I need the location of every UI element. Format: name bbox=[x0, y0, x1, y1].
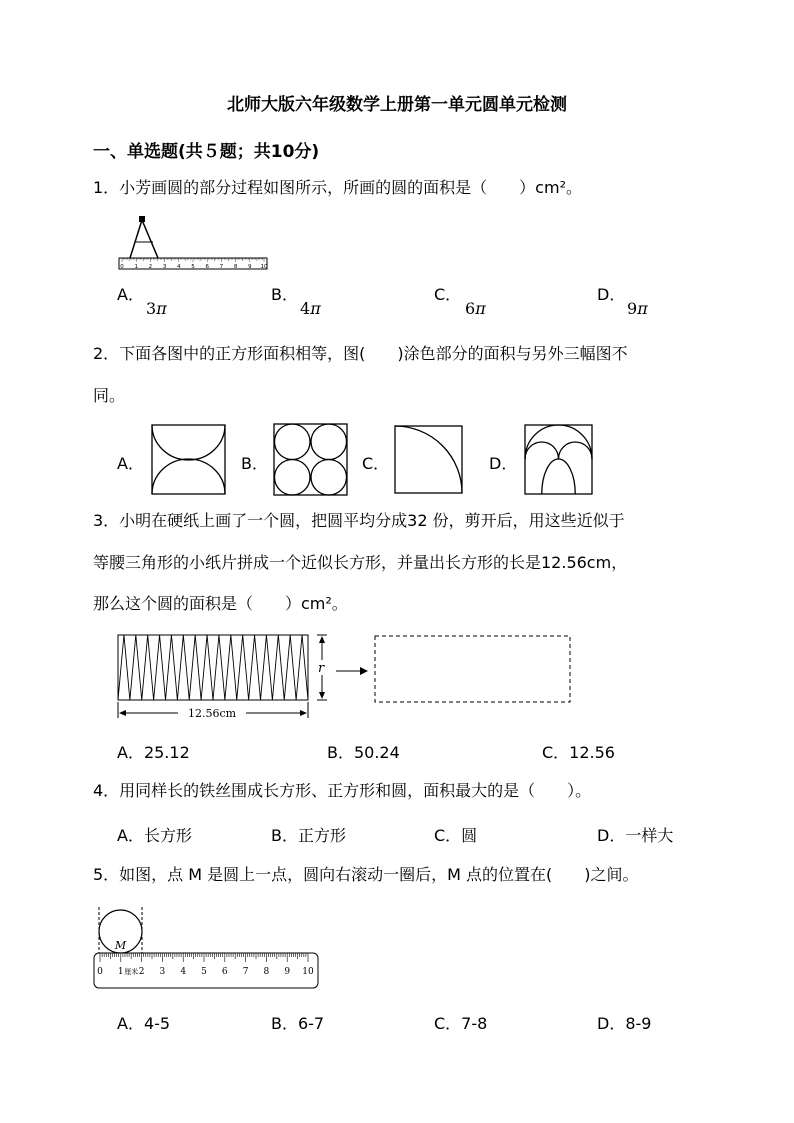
q2-option-c-label[interactable]: C． bbox=[362, 454, 390, 473]
q5-option-c[interactable]: C．7-8 bbox=[434, 1014, 488, 1033]
question-3-line-3: 那么这个圆的面积是（ ）cm²。 bbox=[93, 594, 348, 613]
ruler-tick-label: 1 bbox=[134, 264, 138, 270]
ruler-tick-label: 0 bbox=[97, 967, 103, 977]
ruler-tick-label: 0 bbox=[120, 264, 124, 270]
ruler-tick-label: 6 bbox=[221, 967, 228, 977]
q1-option-d-value: 9π bbox=[627, 299, 648, 318]
question-3-line-1: 3．小明在硬纸上画了一个圆，把圆平均分成32 份，剪开后，用这些近似于 bbox=[93, 511, 625, 530]
q1-option-c-label[interactable]: C． bbox=[434, 285, 462, 304]
question-2-line-2: 同。 bbox=[93, 386, 126, 405]
ruler-tick-label: 9 bbox=[248, 264, 252, 270]
q2-figure-c bbox=[394, 425, 464, 495]
r-label: r bbox=[318, 661, 325, 676]
ruler-tick-label: 2 bbox=[138, 967, 145, 977]
q1-option-a-value: 3π bbox=[146, 299, 167, 318]
ruler-tick-label: 2 bbox=[148, 264, 153, 270]
q4-option-d[interactable]: D．一样大 bbox=[597, 826, 674, 845]
q5-option-d[interactable]: D．8-9 bbox=[597, 1014, 652, 1033]
q2-figure-d bbox=[524, 424, 594, 496]
question-5-text: 5．如图，点 M 是圆上一点，圆向右滚动一圈后，M 点的位置在( )之间。 bbox=[93, 865, 639, 884]
q2-figure-a bbox=[151, 424, 227, 496]
q1-option-c-value: 6π bbox=[465, 299, 486, 318]
sector-triangles bbox=[118, 635, 308, 700]
question-2-line-1: 2．下面各图中的正方形面积相等，图( )涂色部分的面积与另外三幅图不 bbox=[93, 344, 628, 363]
q5-option-b[interactable]: B．6-7 bbox=[271, 1014, 325, 1033]
q4-option-c[interactable]: C．圆 bbox=[434, 826, 478, 845]
ruler-tick-label: 5 bbox=[191, 264, 195, 270]
section-heading: 一、单选题(共５题；共10分) bbox=[93, 142, 320, 162]
compass-ruler-figure bbox=[116, 214, 272, 272]
q2-option-a-label[interactable]: A． bbox=[117, 454, 144, 473]
rectangle-approximation-figure bbox=[112, 630, 574, 722]
compass-head bbox=[139, 216, 145, 222]
ruler-unit-label: 厘米 bbox=[124, 968, 139, 976]
compass-leg-left bbox=[130, 220, 142, 258]
question-4-text: 4．用同样长的铁丝围成长方形、正方形和圆，面积最大的是（ ）。 bbox=[93, 781, 592, 800]
ruler-tick-label: 4 bbox=[180, 967, 187, 977]
q2-option-b-label[interactable]: B． bbox=[241, 454, 268, 473]
dashed-rectangle bbox=[375, 636, 570, 702]
q1-option-d-label[interactable]: D． bbox=[597, 285, 626, 304]
rolling-circle-figure bbox=[92, 903, 324, 993]
ruler-tick-label: 3 bbox=[159, 967, 166, 977]
q3-option-c[interactable]: C．12.56 bbox=[542, 743, 615, 762]
ruler-tick-label: 10 bbox=[302, 967, 314, 977]
ruler-tick-label: 9 bbox=[284, 967, 291, 977]
ruler-tick-label: 1 bbox=[117, 967, 124, 977]
q4-option-b[interactable]: B．正方形 bbox=[271, 826, 346, 845]
question-3-line-2: 等腰三角形的小纸片拼成一个近似长方形，并量出长方形的长是12.56cm， bbox=[93, 553, 628, 572]
q1-option-b-value: 4π bbox=[300, 299, 321, 318]
q2-figure-b bbox=[273, 423, 349, 497]
length-label: 12.56cm bbox=[187, 707, 237, 720]
ruler-tick-label: 6 bbox=[205, 264, 209, 270]
q5-option-a[interactable]: A．4-5 bbox=[117, 1014, 171, 1033]
ruler-tick-label: 8 bbox=[233, 264, 238, 270]
compass-leg-right bbox=[142, 220, 158, 258]
ruler-tick-label: 10 bbox=[260, 264, 268, 270]
ruler-tick-label: 8 bbox=[263, 967, 270, 977]
q1-option-b-label[interactable]: B． bbox=[271, 285, 298, 304]
ruler-tick-label: 5 bbox=[201, 967, 207, 977]
ruler-tick-label: 3 bbox=[162, 264, 167, 270]
q1-option-a-label[interactable]: A． bbox=[117, 285, 144, 304]
ruler-tick-label: 7 bbox=[219, 264, 224, 270]
point-m-label: M bbox=[114, 939, 127, 952]
question-1-text: 1．小芳画圆的部分过程如图所示，所画的圆的面积是（ ）cm²。 bbox=[93, 178, 582, 197]
q3-option-a[interactable]: A．25.12 bbox=[117, 743, 190, 762]
q4-option-a[interactable]: A．长方形 bbox=[117, 826, 192, 845]
arrow-head bbox=[360, 667, 368, 675]
q2-option-d-label[interactable]: D． bbox=[489, 454, 518, 473]
ruler-tick-label: 7 bbox=[242, 967, 249, 977]
ruler-tick-label: 4 bbox=[177, 264, 181, 270]
page-title: 北师大版六年级数学上册第一单元圆单元检测 bbox=[227, 95, 567, 115]
q3-option-b[interactable]: B．50.24 bbox=[327, 743, 400, 762]
